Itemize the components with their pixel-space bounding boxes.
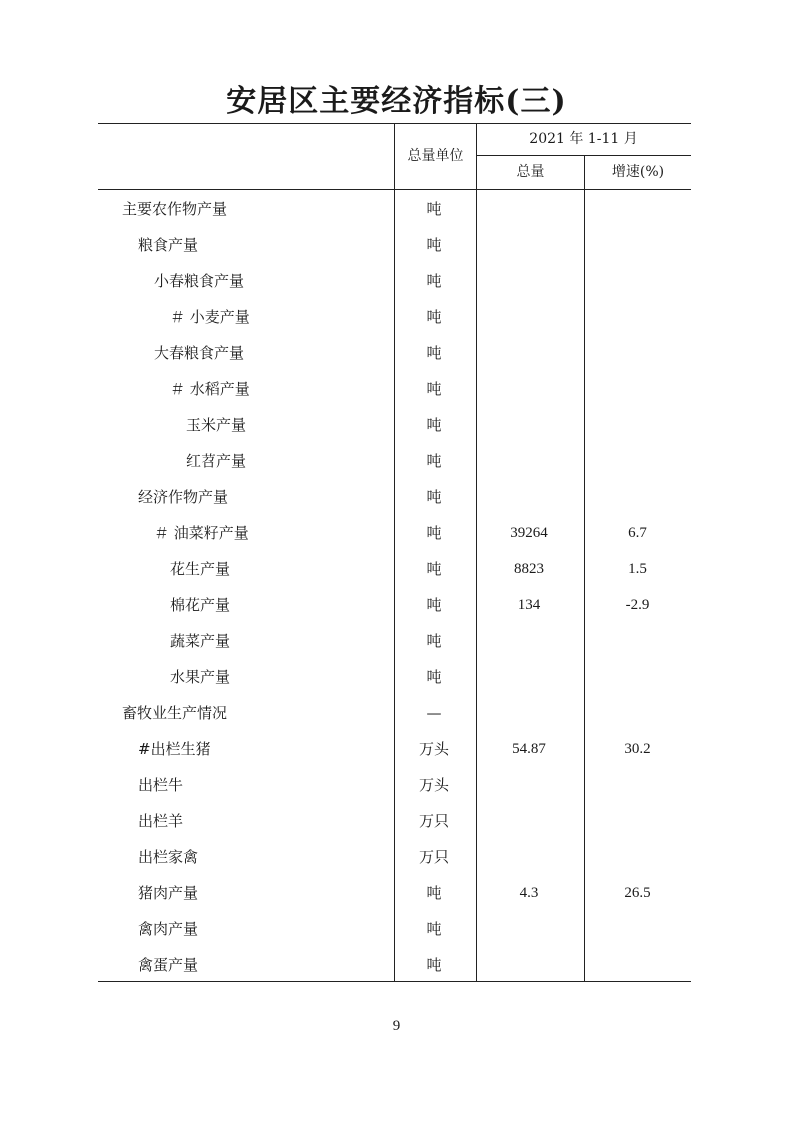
indicator-name: 出栏家禽 [138, 848, 199, 866]
indicator-name: 棉花产量 [170, 596, 231, 614]
indicator-name: 畜牧业生产情况 [122, 704, 228, 722]
table-row [98, 263, 691, 299]
indicator-name: 主要农作物产量 [122, 200, 228, 218]
indicator-growth-rate: 1.5 [628, 561, 647, 577]
indicator-growth-rate [584, 299, 691, 335]
table-row [98, 659, 691, 695]
indicator-growth-rate: 30.2 [624, 741, 651, 757]
table-row [98, 551, 691, 587]
table-row [98, 515, 691, 551]
indicator-growth-rate [584, 371, 691, 407]
indicator-total [476, 263, 582, 299]
indicator-growth-rate [584, 947, 691, 983]
table-row [98, 227, 691, 263]
table-row [98, 335, 691, 371]
table-row [98, 443, 691, 479]
indicator-unit: 吨 [426, 560, 442, 578]
indicator-total [476, 911, 582, 947]
indicator-name: 经济作物产量 [138, 488, 229, 506]
indicator-unit: 吨 [426, 632, 442, 650]
table-row [98, 839, 691, 875]
indicator-name: 水果产量 [170, 668, 231, 686]
indicator-name: 蔬菜产量 [170, 632, 231, 650]
indicator-growth-rate [584, 659, 691, 695]
indicator-total [476, 695, 582, 731]
indicator-name: 小春粮食产量 [154, 272, 245, 290]
indicator-name: 禽蛋产量 [138, 956, 199, 974]
indicator-unit: 吨 [426, 956, 442, 974]
table-row [98, 767, 691, 803]
table-row [98, 371, 691, 407]
indicator-name: ＃ 油菜籽产量 [154, 524, 249, 542]
indicator-total [476, 659, 582, 695]
indicator-growth-rate [584, 479, 691, 515]
table-row [98, 911, 691, 947]
indicator-unit: — [426, 704, 442, 722]
indicator-total [476, 299, 582, 335]
total-header: 总量 [516, 164, 545, 180]
indicator-unit: 吨 [426, 416, 442, 434]
table-row [98, 299, 691, 335]
indicator-unit: 吨 [426, 920, 442, 938]
table-row [98, 191, 691, 227]
indicator-name: 猪肉产量 [138, 884, 199, 902]
unit-header: 总量单位 [407, 148, 464, 164]
indicator-growth-rate: 26.5 [624, 885, 651, 901]
indicator-total: 8823 [514, 561, 544, 577]
indicator-total: 54.87 [512, 741, 546, 757]
indicator-growth-rate: -2.9 [625, 597, 650, 613]
indicator-total [476, 767, 582, 803]
indicator-name: 花生产量 [170, 560, 231, 578]
indicator-unit: 万头 [418, 740, 449, 758]
indicator-total [476, 191, 582, 227]
indicator-total [476, 443, 582, 479]
indicator-total: 4.3 [519, 885, 539, 901]
indicator-total [476, 479, 582, 515]
indicator-unit: 吨 [426, 200, 442, 218]
indicator-unit: 吨 [426, 884, 442, 902]
table-row [98, 695, 691, 731]
indicator-unit: 吨 [426, 596, 442, 614]
table-row [98, 479, 691, 515]
indicator-growth-rate [584, 227, 691, 263]
indicator-growth-rate [584, 767, 691, 803]
indicator-total [476, 335, 582, 371]
page-number: 9 [392, 1018, 401, 1034]
table-row [98, 731, 691, 767]
period-header: 2021 年 1-11 月 [529, 131, 638, 147]
indicator-total: 39264 [510, 525, 548, 541]
indicator-unit: 万只 [418, 812, 449, 830]
indicator-unit: 万头 [418, 776, 449, 794]
indicator-total [476, 623, 582, 659]
rate-header: 增速(%) [611, 164, 665, 180]
indicator-name: 粮食产量 [138, 236, 199, 254]
indicator-growth-rate [584, 839, 691, 875]
indicator-name: ＃ 小麦产量 [170, 308, 250, 326]
indicator-total [476, 407, 582, 443]
indicator-growth-rate [584, 695, 691, 731]
indicator-unit: 吨 [426, 668, 442, 686]
indicator-unit: 吨 [426, 308, 442, 326]
indicator-name: 出栏羊 [138, 812, 184, 830]
indicator-growth-rate [584, 407, 691, 443]
indicator-growth-rate [584, 623, 691, 659]
indicator-growth-rate [584, 191, 691, 227]
indicator-unit: 吨 [426, 452, 442, 470]
indicator-growth-rate [584, 335, 691, 371]
indicator-name: 红苕产量 [186, 452, 247, 470]
indicator-total: 134 [517, 597, 541, 613]
indicator-total [476, 227, 582, 263]
indicator-unit: 吨 [426, 524, 442, 542]
indicator-growth-rate [584, 911, 691, 947]
table-row [98, 623, 691, 659]
table-row [98, 587, 691, 623]
indicator-growth-rate [584, 263, 691, 299]
page-title: 安居区主要经济指标(三) [226, 84, 567, 119]
table-row [98, 803, 691, 839]
indicator-total [476, 803, 582, 839]
table-row [98, 407, 691, 443]
indicator-total [476, 371, 582, 407]
indicator-unit: 吨 [426, 344, 442, 362]
indicator-name: 出栏牛 [138, 776, 184, 794]
indicator-growth-rate [584, 443, 691, 479]
indicator-name: 玉米产量 [186, 416, 247, 434]
indicator-growth-rate [584, 803, 691, 839]
indicator-name: ＃ 水稻产量 [170, 380, 250, 398]
indicator-total [476, 839, 582, 875]
indicator-name: 大春粮食产量 [154, 344, 245, 362]
indicator-total [476, 947, 582, 983]
indicator-name: 禽肉产量 [138, 920, 199, 938]
table-row [98, 947, 691, 983]
indicator-unit: 万只 [418, 848, 449, 866]
indicator-name: #出栏生猪 [138, 740, 211, 758]
table-row [98, 875, 691, 911]
indicator-growth-rate: 6.7 [628, 525, 647, 541]
indicator-unit: 吨 [426, 236, 442, 254]
indicator-unit: 吨 [426, 488, 442, 506]
indicator-unit: 吨 [426, 380, 442, 398]
indicator-unit: 吨 [426, 272, 442, 290]
